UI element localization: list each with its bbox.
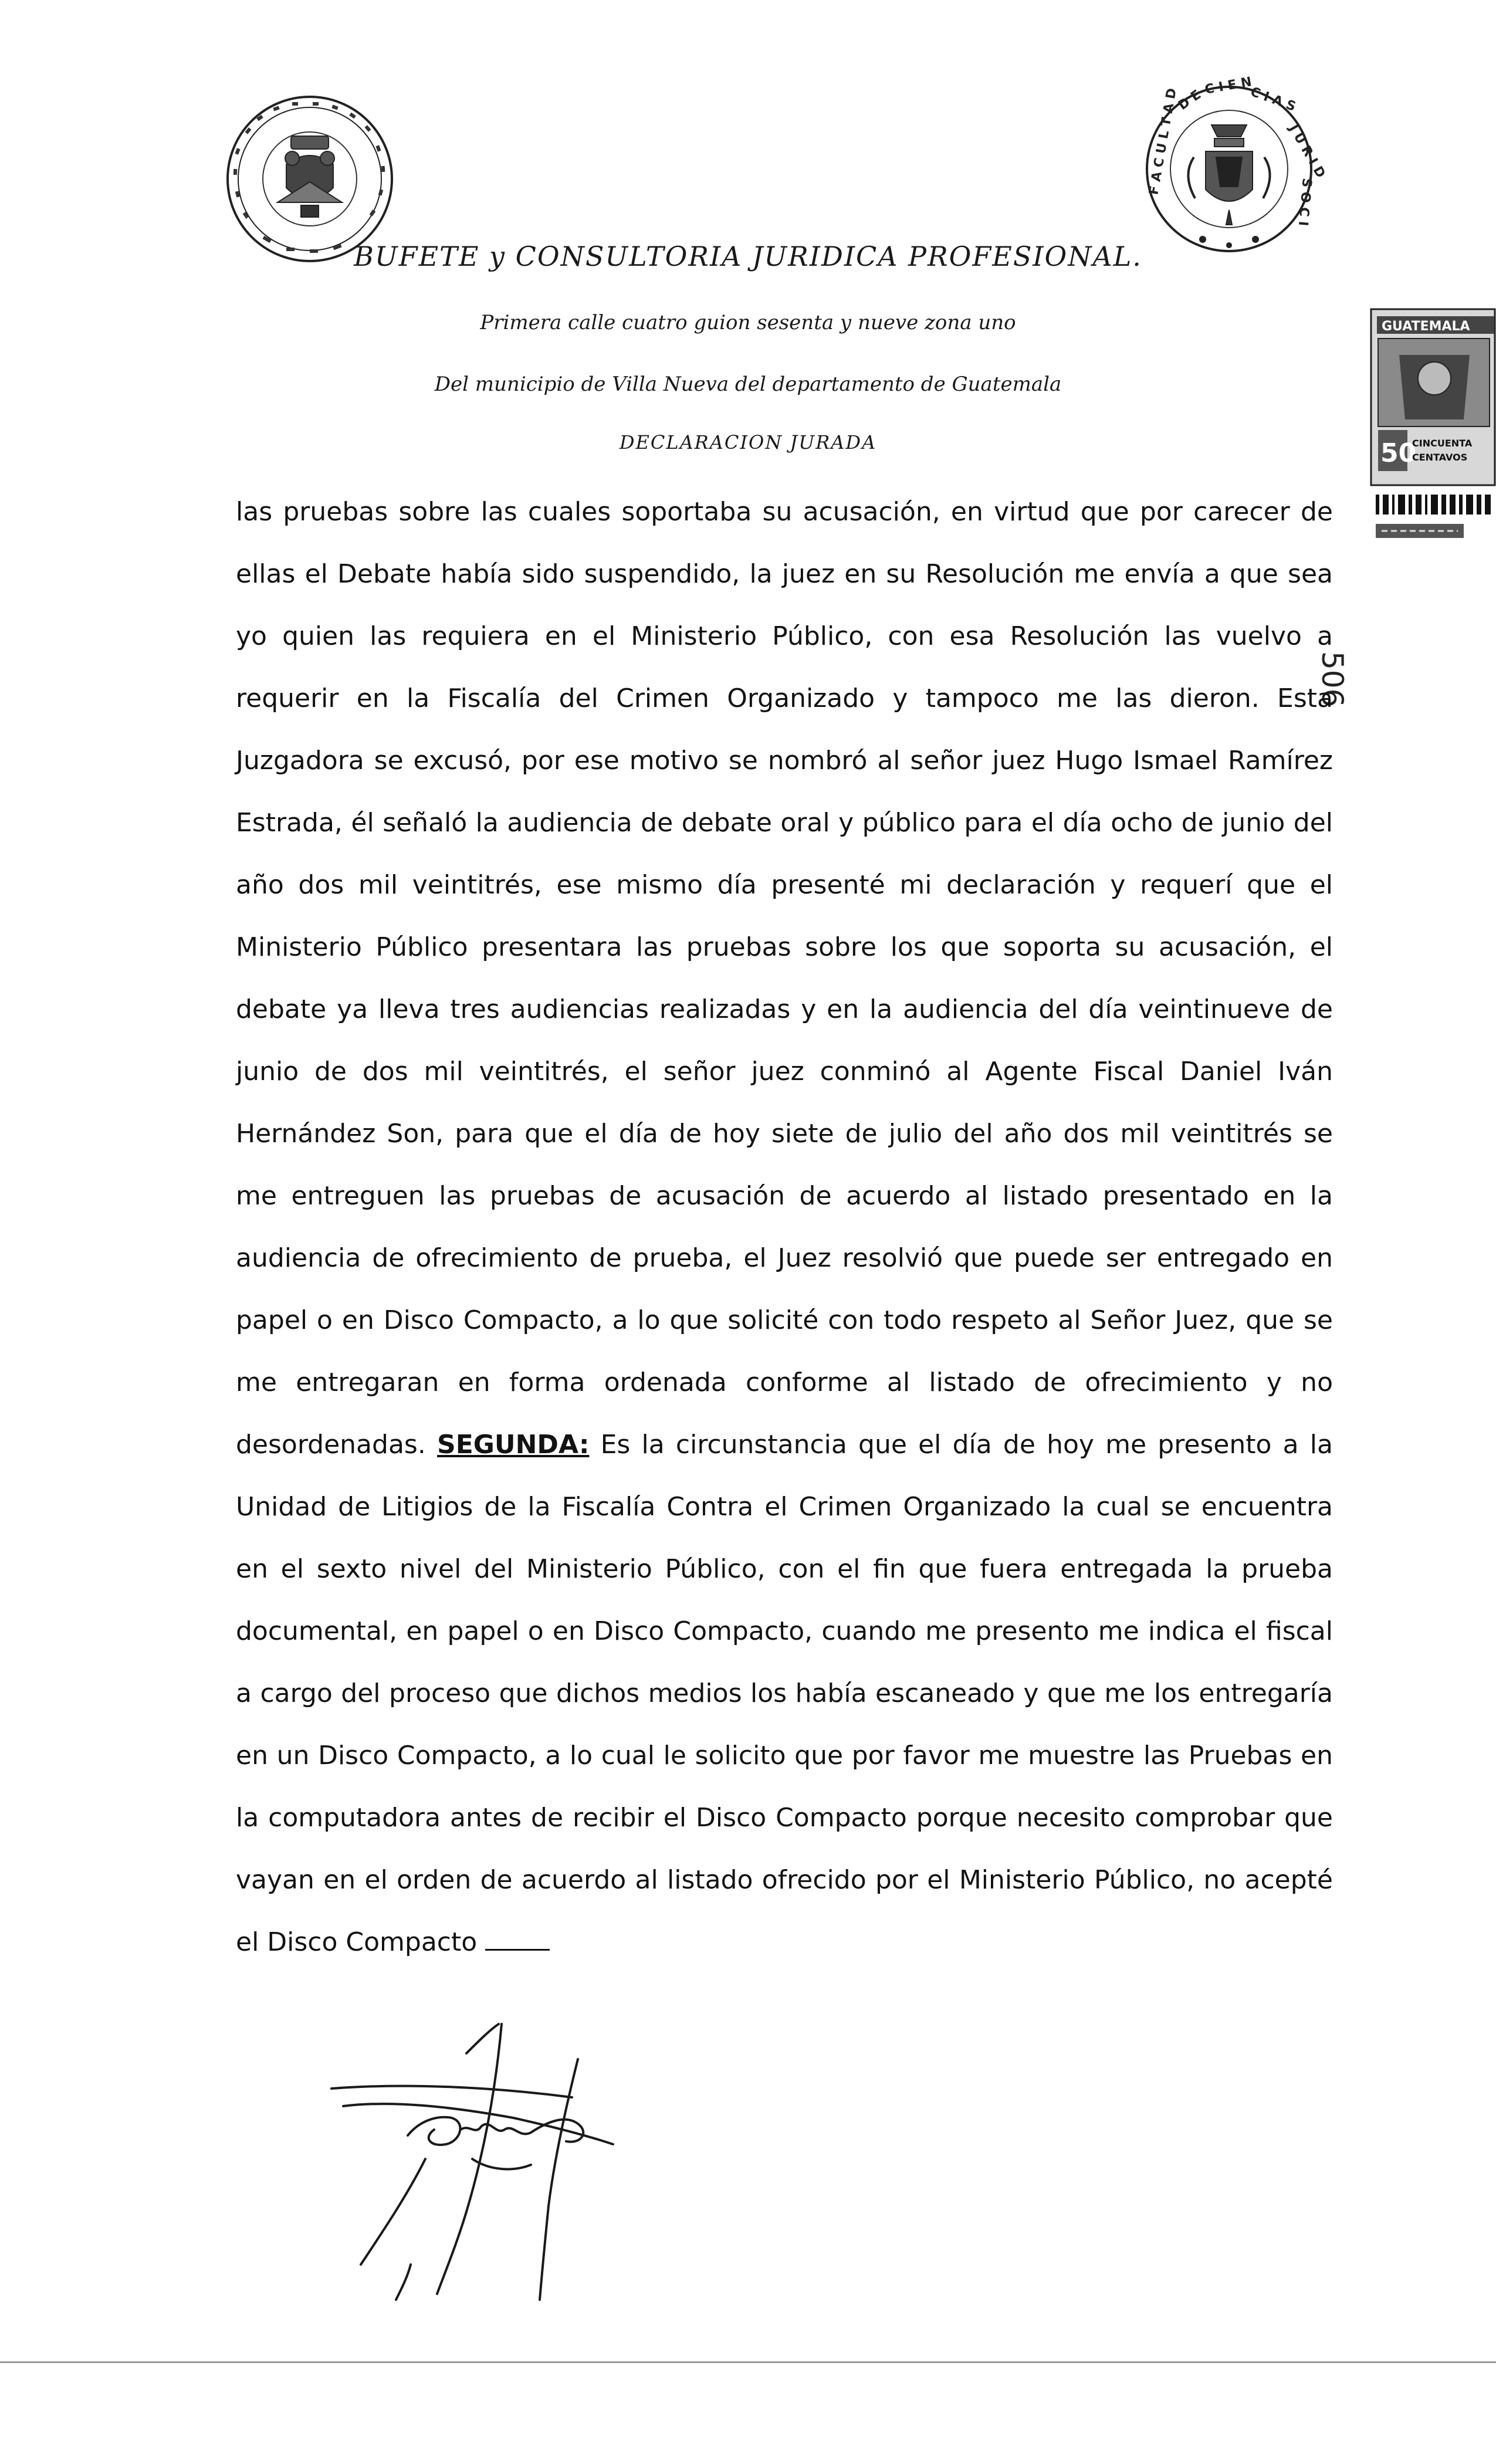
handwritten-signature-icon [320,2018,730,2323]
page-bottom-rule [0,2361,1496,2363]
svg-text:J U R I D: J U R I D [1285,122,1328,181]
firm-name: BUFETE y CONSULTORIA JURIDICA PROFESIONAL. [354,241,1142,272]
fill-line [485,1931,550,1951]
university-seal-icon [222,94,398,264]
declaration-body [236,481,1333,1974]
svg-text:F A C U L T A D: F A C U L T A D [1146,87,1180,197]
body-paragraph-part-1: las pruebas sobre las cuales soportaba su acusación, en virtud que por carecer de ellas el Debate había sido suspendido, la juez en su Resolución me envía a que sea yo quien las requiera en el Ministerio Público, con esa Resolución las vuelvo a requerir en la Fiscalía del Crimen Organizado y tampoco me las dieron. Esta Juzgadora se excusó, por ese motivo se nombró al señor juez Hugo Ismael Ramírez Estrada, él señaló la audiencia de debate oral y público para el día ocho de junio del año dos mil veintitrés, ese mismo día presenté mi declaración y requerí que el Ministerio Público presentara las pruebas sobre los que soporta su acusación, el debate ya lleva tres audiencias realizadas y en la audiencia del día veintinueve de junio de dos mil veintitrés, el señor juez conminó al Agente Fiscal Daniel Iván Hernández Son, para que el día de hoy siete de julio del año dos mil veintitrés se me entreguen las pruebas de acusación de acuerdo al listado presentado en la audiencia de ofrecimiento de prueba, el Juez resolvió que puede ser entregado en papel o en Disco Compacto, a lo que solicité con todo respeto al Señor Juez, que se me entregaran en forma ordenada conforme al listado de ofrecimiento y no desordenadas. [236,497,1333,1460]
svg-text:50: 50 [1380,438,1417,468]
address-line-2: Del municipio de Villa Nueva del departamento de Guatemala [434,373,1062,396]
section-label-segunda: SEGUNDA: [437,1430,590,1460]
body-paragraph-part-2: Es la circunstancia que el día de hoy me presento a la Unidad de Litigios de la Fiscalía Contra el Crimen Organizado la cual se encuentra en el sexto nivel del Ministerio Público, con el fin que fuera entregada la prueba documental, en papel o en Disco Compacto, cuando me presento me indica el fiscal a cargo del proceso que dichos medios los había escaneado y que me los entregaría en un Disco Compacto, a lo cual le solicito que por favor me muestre las Pruebas en la computadora antes de recibir el Disco Compacto porque necesito comprobar que vayan en el orden de acuerdo al listado ofrecido por el Ministerio Público, no acepté el Disco Compacto [236,1430,1333,1957]
stamp-serial-number: 506 [1315,651,1349,708]
svg-text:CINCUENTA: CINCUENTA [1412,438,1473,449]
svg-text:CENTAVOS: CENTAVOS [1412,452,1468,463]
svg-text:S O C I: S O C I [1295,177,1314,227]
document-title: DECLARACION JURADA [619,431,877,453]
revenue-stamp-icon [1370,308,1496,543]
faculty-seal-icon [1141,69,1328,263]
svg-text:C I A S: C I A S [1248,84,1298,115]
svg-text:D E: D E [1176,87,1204,113]
svg-text:GUATEMALA: GUATEMALA [1382,319,1470,334]
address-line-1: Primera calle cuatro guion sesenta y nueve zona uno [480,311,1016,334]
svg-text:C I E N: C I E N [1203,75,1253,97]
